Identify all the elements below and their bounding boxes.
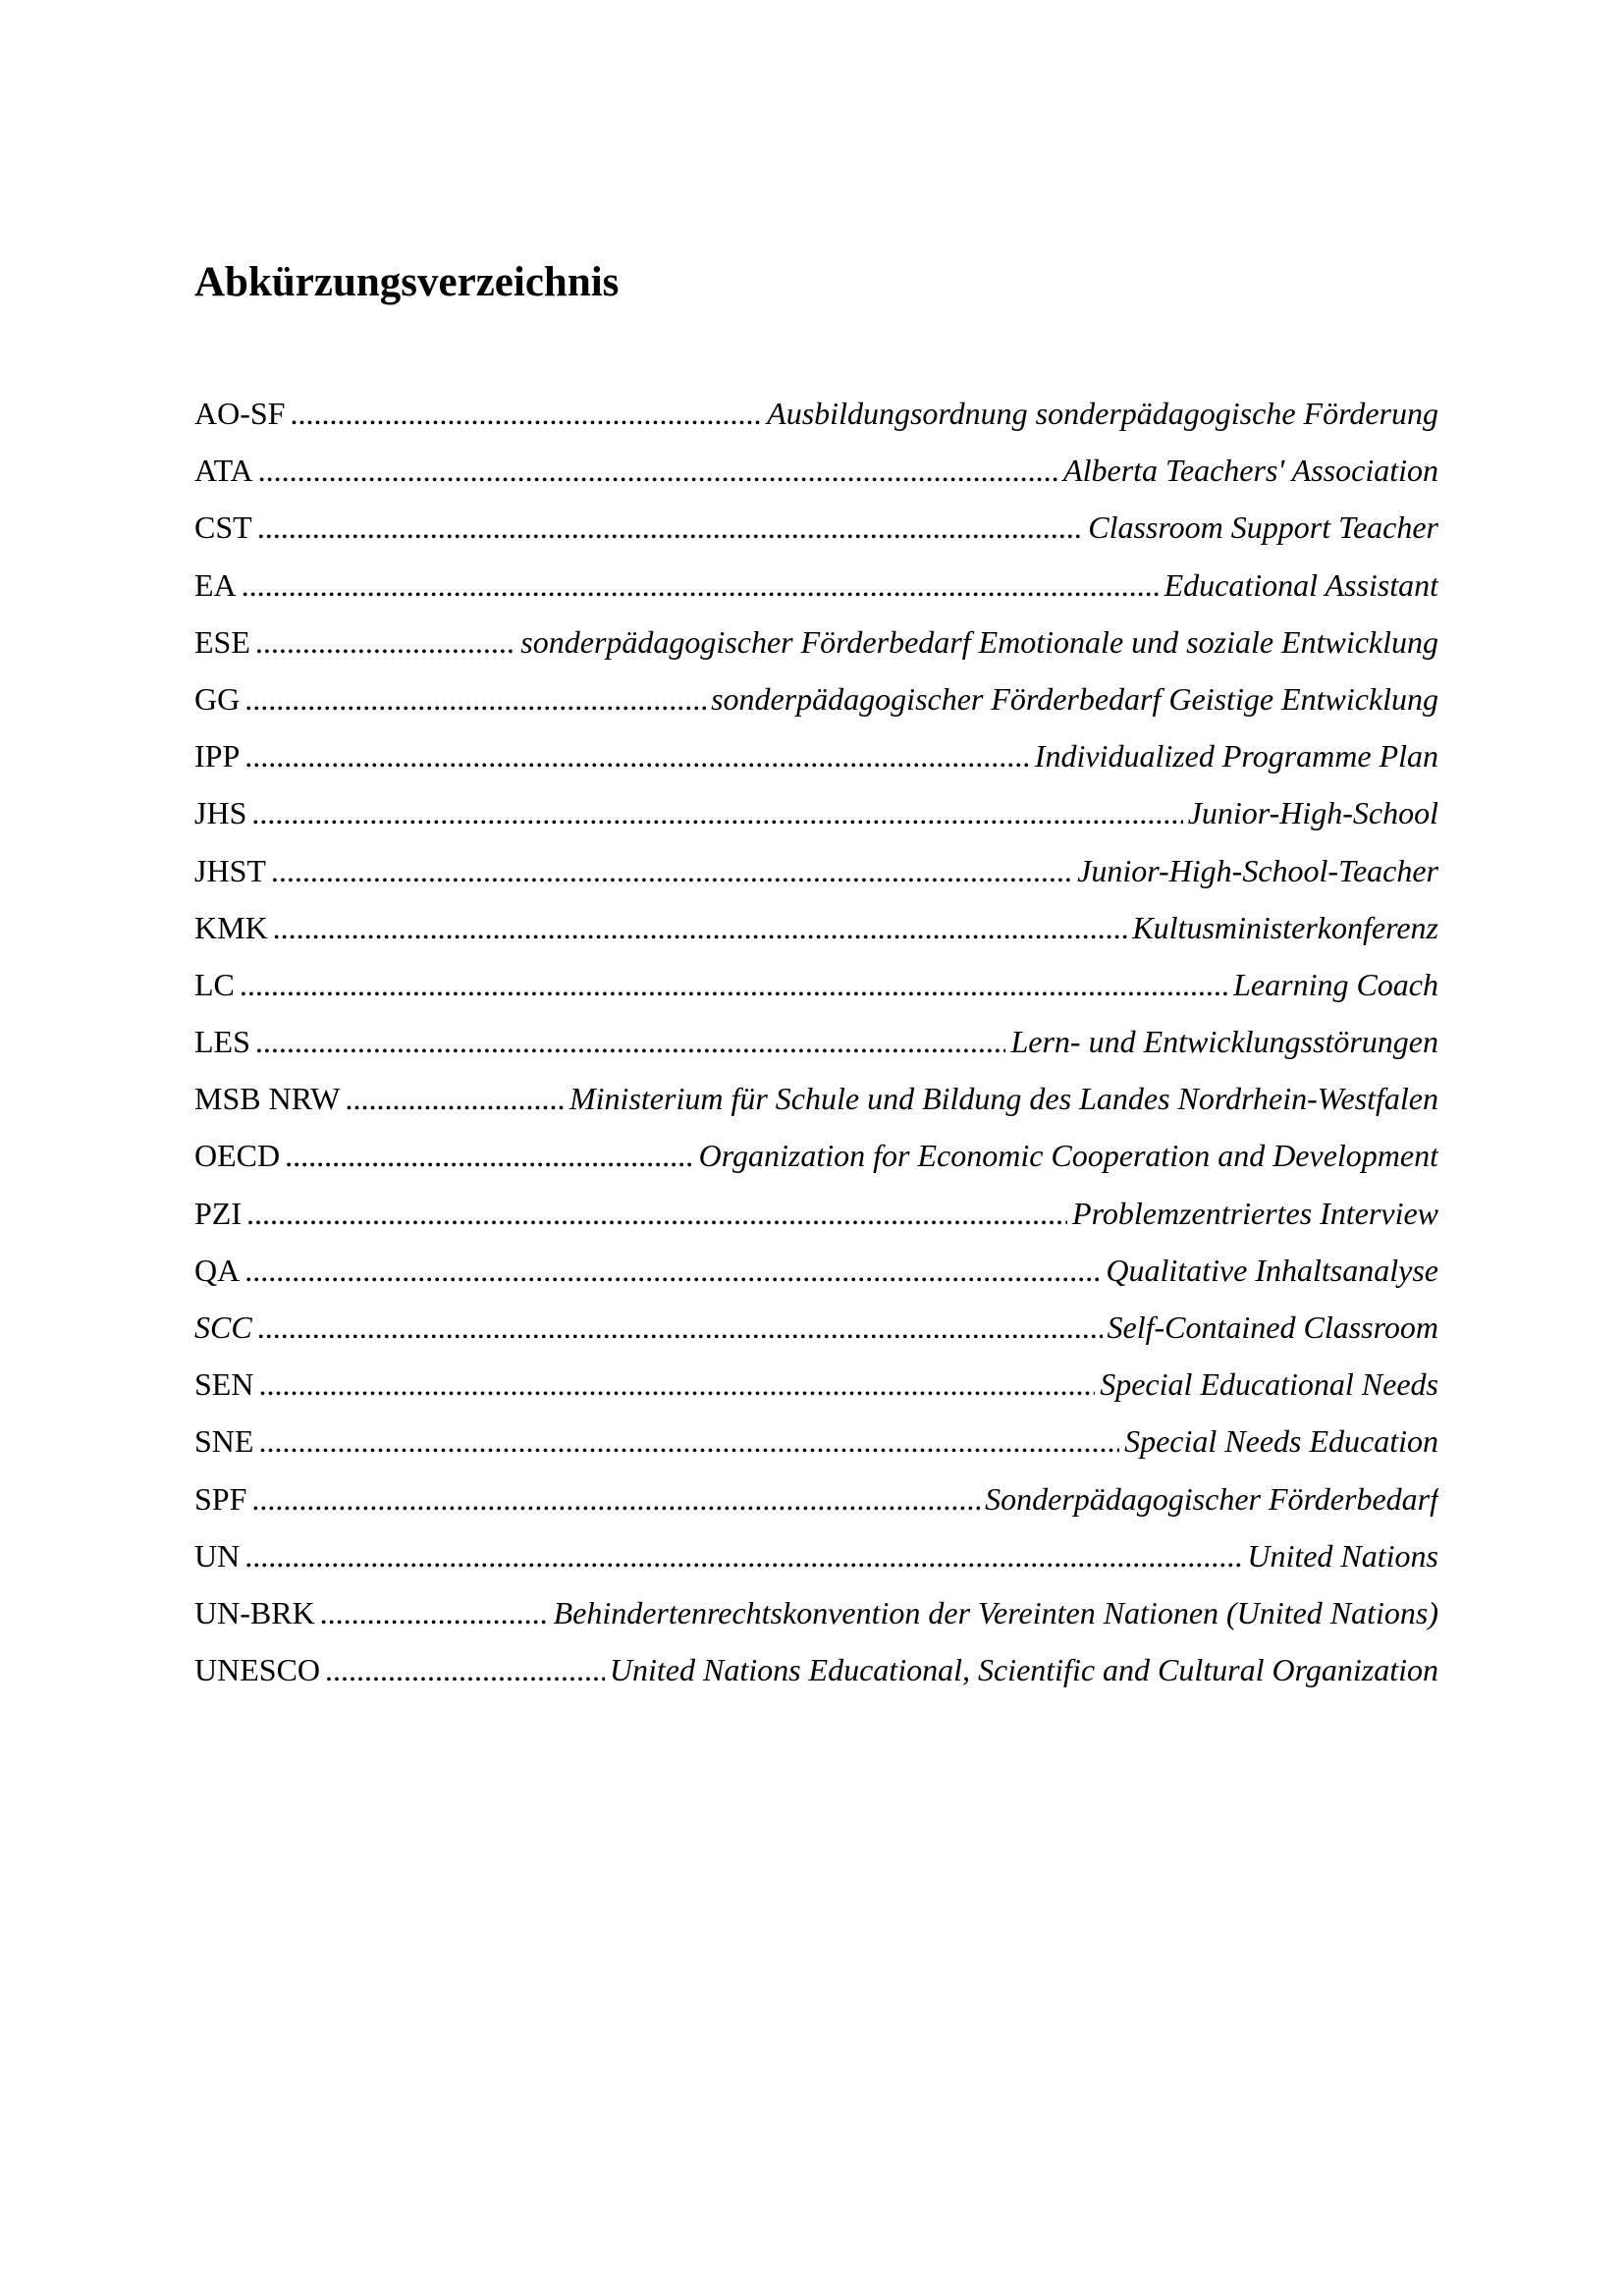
- abbreviation-meaning: Junior-High-School-Teacher: [1077, 852, 1438, 888]
- abbreviation-meaning: Special Needs Education: [1124, 1423, 1438, 1460]
- dot-leader: [258, 442, 1058, 499]
- abbreviation-term: SCC: [194, 1309, 252, 1345]
- dot-leader: [251, 784, 1182, 841]
- list-item: [194, 784, 1438, 841]
- list-item: [194, 557, 1438, 614]
- abbreviation-meaning: Ausbildungsordnung sonderpädagogische Förderung: [767, 396, 1438, 431]
- dot-leader: [244, 727, 1030, 784]
- dot-leader: [290, 385, 762, 442]
- abbreviation-meaning: Alberta Teachers' Association: [1063, 453, 1438, 489]
- dot-leader: [244, 1242, 1101, 1299]
- dot-leader: [273, 899, 1128, 956]
- list-item: [194, 1185, 1438, 1242]
- list-item: [194, 842, 1438, 899]
- list-item: [194, 1127, 1438, 1184]
- abbreviation-term: JHST: [194, 852, 266, 888]
- abbreviation-term: ATA: [194, 453, 253, 489]
- list-item: [194, 1641, 1438, 1698]
- list-item: [194, 385, 1438, 442]
- abbreviation-meaning: United Nations Educational, Scientific and Cultural Organization: [609, 1652, 1438, 1688]
- abbreviation-meaning: Individualized Programme Plan: [1034, 738, 1438, 774]
- abbreviation-meaning: Classroom Support Teacher: [1088, 509, 1438, 546]
- abbreviation-term: UNESCO: [194, 1652, 321, 1688]
- list-item: [194, 1299, 1438, 1356]
- list-item: [194, 614, 1438, 670]
- abbreviation-meaning: Special Educational Needs: [1100, 1366, 1438, 1403]
- abbreviation-term: QA: [194, 1252, 241, 1288]
- abbreviation-term: IPP: [194, 738, 241, 774]
- abbreviation-term: LC: [194, 966, 235, 1002]
- abbreviation-term: ESE: [194, 623, 250, 660]
- abbreviation-term: JHS: [194, 795, 247, 831]
- abbreviation-meaning: Sonderpädagogischer Förderbedarf: [985, 1480, 1438, 1517]
- list-item: [194, 1013, 1438, 1070]
- dot-leader: [257, 1299, 1103, 1356]
- abbreviation-term: SNE: [194, 1423, 254, 1460]
- list-item: [194, 1070, 1438, 1127]
- list-item: [194, 1527, 1438, 1584]
- dot-leader: [242, 557, 1160, 614]
- dot-leader: [257, 499, 1084, 556]
- dot-leader: [244, 1527, 1242, 1584]
- abbreviation-term: PZI: [194, 1195, 242, 1231]
- dot-leader: [251, 1470, 980, 1527]
- abbreviation-term: LES: [194, 1024, 250, 1060]
- abbreviation-term: EA: [194, 566, 237, 603]
- abbreviation-term: AO-SF: [194, 396, 286, 431]
- abbreviation-term: UN: [194, 1537, 241, 1574]
- dot-leader: [255, 614, 515, 670]
- dot-leader: [240, 956, 1228, 1013]
- list-item: [194, 899, 1438, 956]
- abbreviation-meaning: sonderpädagogischer Förderbedarf Geistige Entwicklung: [711, 680, 1438, 717]
- dot-leader: [255, 1013, 1006, 1070]
- abbreviation-term: SPF: [194, 1480, 247, 1517]
- abbreviation-meaning: Junior-High-School: [1187, 795, 1438, 831]
- dot-leader: [258, 1413, 1119, 1469]
- abbreviation-meaning: Problemzentriertes Interview: [1072, 1195, 1438, 1231]
- list-item: [194, 1242, 1438, 1299]
- dot-leader: [345, 1070, 565, 1127]
- list-item: [194, 956, 1438, 1013]
- abbreviation-meaning: Behindertenrechtskonvention der Vereinten Nationen (United Nations): [553, 1594, 1438, 1630]
- abbreviation-meaning: Organization for Economic Cooperation and Development: [698, 1138, 1438, 1174]
- list-item: [194, 1584, 1438, 1641]
- abbreviation-meaning: Ministerium für Schule und Bildung des Landes Nordrhein-Westfalen: [569, 1081, 1438, 1117]
- abbreviation-term: CST: [194, 509, 252, 546]
- list-item: [194, 727, 1438, 784]
- dot-leader: [285, 1127, 694, 1184]
- abbreviation-meaning: Educational Assistant: [1164, 566, 1438, 603]
- list-item: [194, 442, 1438, 499]
- dot-leader: [325, 1641, 605, 1698]
- list-item: [194, 1413, 1438, 1469]
- abbreviation-meaning: Lern- und Entwicklungsstörungen: [1010, 1024, 1438, 1060]
- list-item: [194, 670, 1438, 727]
- page-title: Abkürzungsverzeichnis: [194, 259, 620, 305]
- abbreviation-term: GG: [194, 680, 241, 717]
- list-item: [194, 1470, 1438, 1527]
- list-item: [194, 499, 1438, 556]
- dot-leader: [320, 1584, 549, 1641]
- abbreviation-term: OECD: [194, 1138, 281, 1174]
- abbreviation-meaning: United Nations: [1247, 1537, 1438, 1574]
- abbreviation-meaning: sonderpädagogischer Förderbedarf Emotionale und soziale Entwicklung: [520, 623, 1438, 660]
- abbreviation-term: SEN: [194, 1366, 254, 1403]
- abbreviation-meaning: Kultusministerkonferenz: [1132, 909, 1438, 945]
- abbreviation-meaning: Self-Contained Classroom: [1107, 1309, 1438, 1345]
- abbreviation-term: UN-BRK: [194, 1594, 315, 1630]
- dot-leader: [244, 670, 706, 727]
- list-item: [194, 1356, 1438, 1413]
- abbreviation-meaning: Qualitative Inhaltsanalyse: [1106, 1252, 1438, 1288]
- abbreviation-term: MSB NRW: [194, 1081, 341, 1117]
- dot-leader: [271, 842, 1072, 899]
- abbreviation-list: [194, 385, 1438, 1698]
- abbreviation-term: KMK: [194, 909, 268, 945]
- dot-leader: [246, 1185, 1067, 1242]
- dot-leader: [258, 1356, 1095, 1413]
- abbreviation-meaning: Learning Coach: [1233, 966, 1438, 1002]
